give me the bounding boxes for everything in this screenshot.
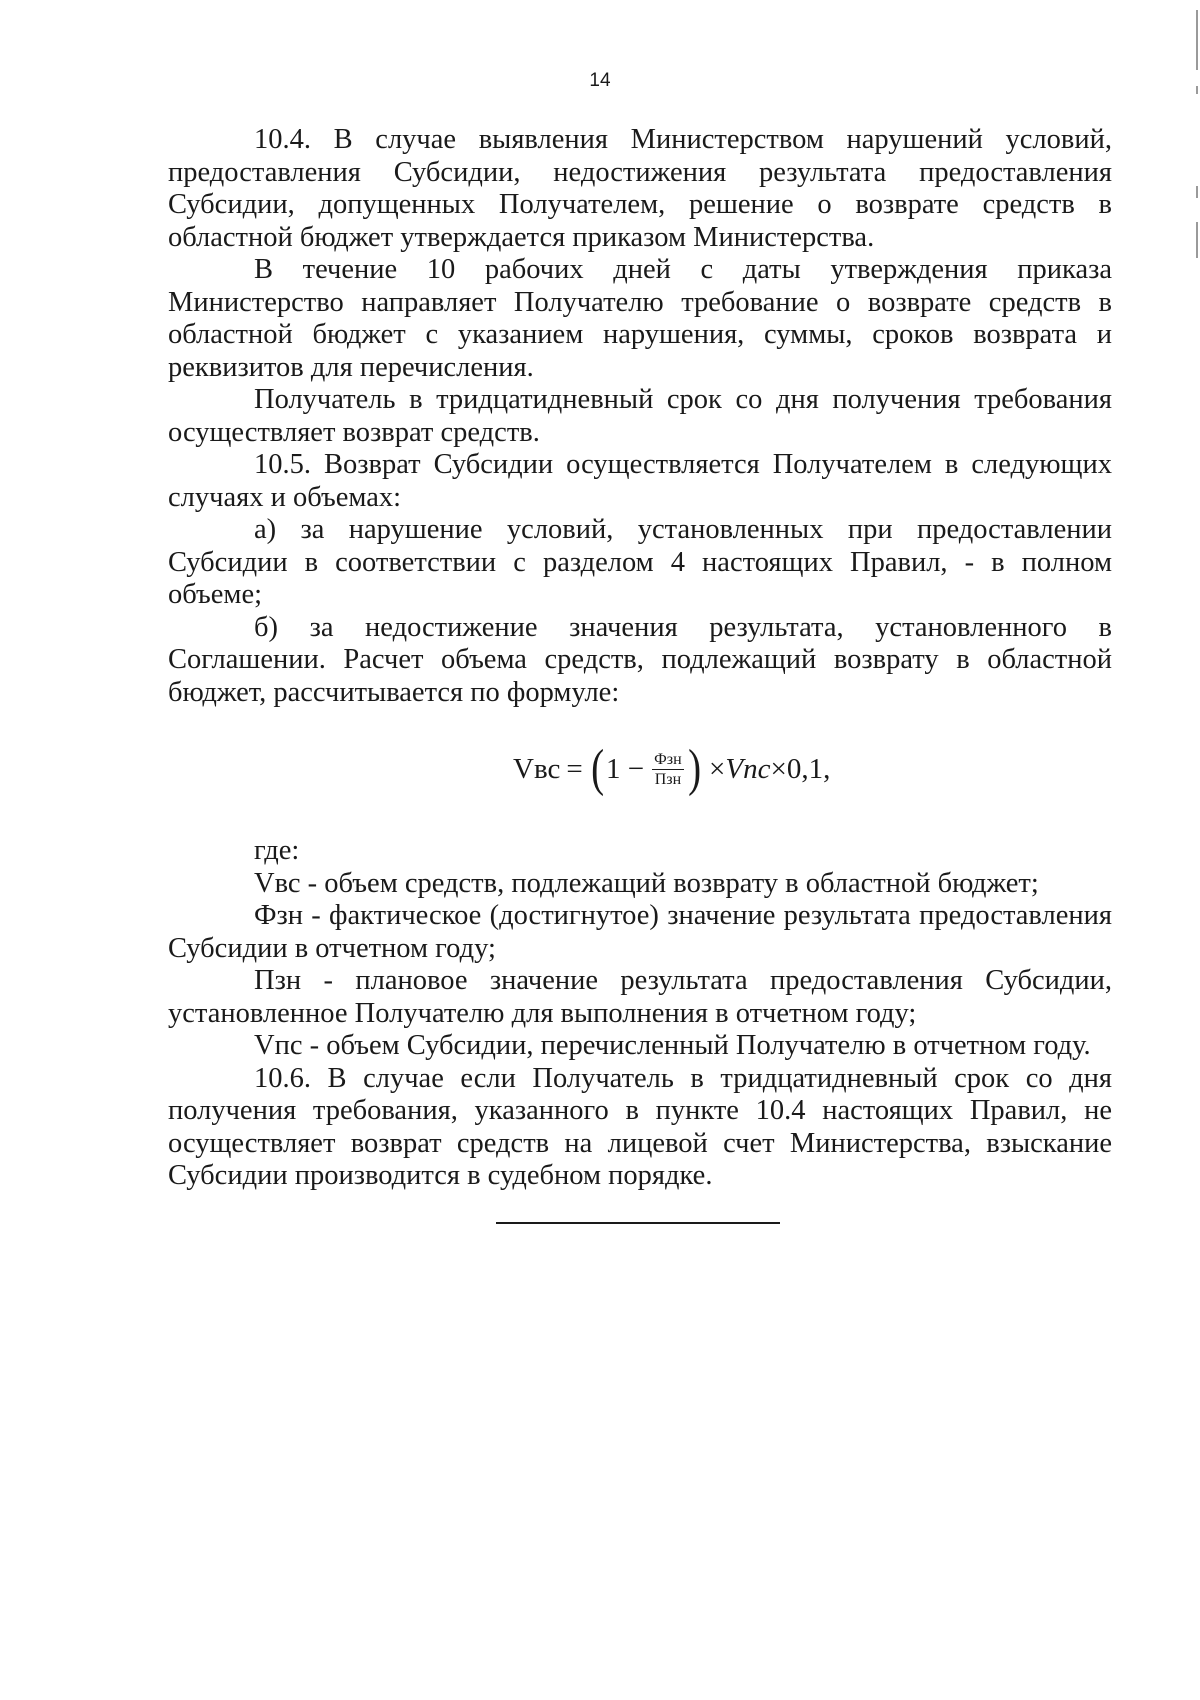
document-body xyxy=(168,124,1112,1193)
formula-tail: 0,1, xyxy=(786,752,831,785)
paragraph-case-b: б) за недостижение значения результата, установленного в Соглашении. Расчет объема средств, подлежащий возврату в областной бюджет, рассчитывается по формуле: xyxy=(168,611,1112,708)
formula-open-paren: ( xyxy=(590,740,604,797)
paragraph-10-4: 10.4. В случае выявления Министерством нарушений условий, предоставления Субсидии, недостижения результата предоставления Субсидии, допущенных Получателем, решение о возврате средств в областной бюджет утверждается приказом Министерства. xyxy=(168,124,1112,253)
formula-one-minus: 1 − xyxy=(606,752,645,785)
definition-vps: Vпс - объем Субсидии, перечисленный Получателю в отчетном году. xyxy=(254,1030,1091,1061)
paragraph-case-a: а) за нарушение условий, установленных при предоставлении Субсидии в соответствии с разделом 4 настоящих Правил, - в полном объеме; xyxy=(168,514,1112,610)
definitions-intro: где: xyxy=(254,835,300,866)
page-number: 14 xyxy=(589,70,611,91)
formula-numerator: Фзн xyxy=(654,750,682,768)
formula-block xyxy=(168,709,1112,835)
definition-pzn: Пзн - плановое значение результата предоставления Субсидии, установленное Получателю для выполнения в отчетном году; xyxy=(168,965,1112,1029)
formula-times-2: × xyxy=(770,752,787,785)
definition-fzn: Фзн - фактическое (достигнутое) значение результата предоставления Субсидии в отчетном году; xyxy=(168,900,1112,964)
paragraph-refund-term: Получатель в тридцатидневный срок со дня получения требования осуществляет возврат средств. xyxy=(168,384,1112,448)
formula-times-1: × xyxy=(709,752,726,785)
end-rule xyxy=(496,1222,780,1224)
scan-edge-marks xyxy=(1194,0,1198,420)
formula-lhs: Vвс xyxy=(513,752,561,785)
formula-equals: = xyxy=(566,752,583,785)
formula-vnc: Vnc xyxy=(725,752,771,785)
formula-fraction xyxy=(652,751,684,788)
formula-close-paren: ) xyxy=(687,740,701,797)
refund-formula xyxy=(513,740,831,797)
definition-vvs: Vвс - объем средств, подлежащий возврату в областной бюджет; xyxy=(254,867,1039,899)
paragraph-10-5: 10.5. Возврат Субсидии осуществляется Получателем в следующих случаях и объемах: xyxy=(168,449,1112,513)
paragraph-demand-notice: В течение 10 рабочих дней с даты утверждения приказа Министерство направляет Получателю требование о возврате средств в областной бюджет с указанием нарушения, суммы, сроков возврата и реквизитов для перечисления. xyxy=(168,254,1112,383)
paragraph-10-6: 10.6. В случае если Получатель в тридцатидневный срок со дня получения требования, указанного в пункте 10.4 настоящих Правил, не осуществляет возврат средств на лицевой счет Министерства, взыскание Субсидии производится в судебном порядке. xyxy=(168,1062,1112,1191)
formula-denominator: Пзн xyxy=(654,770,682,788)
